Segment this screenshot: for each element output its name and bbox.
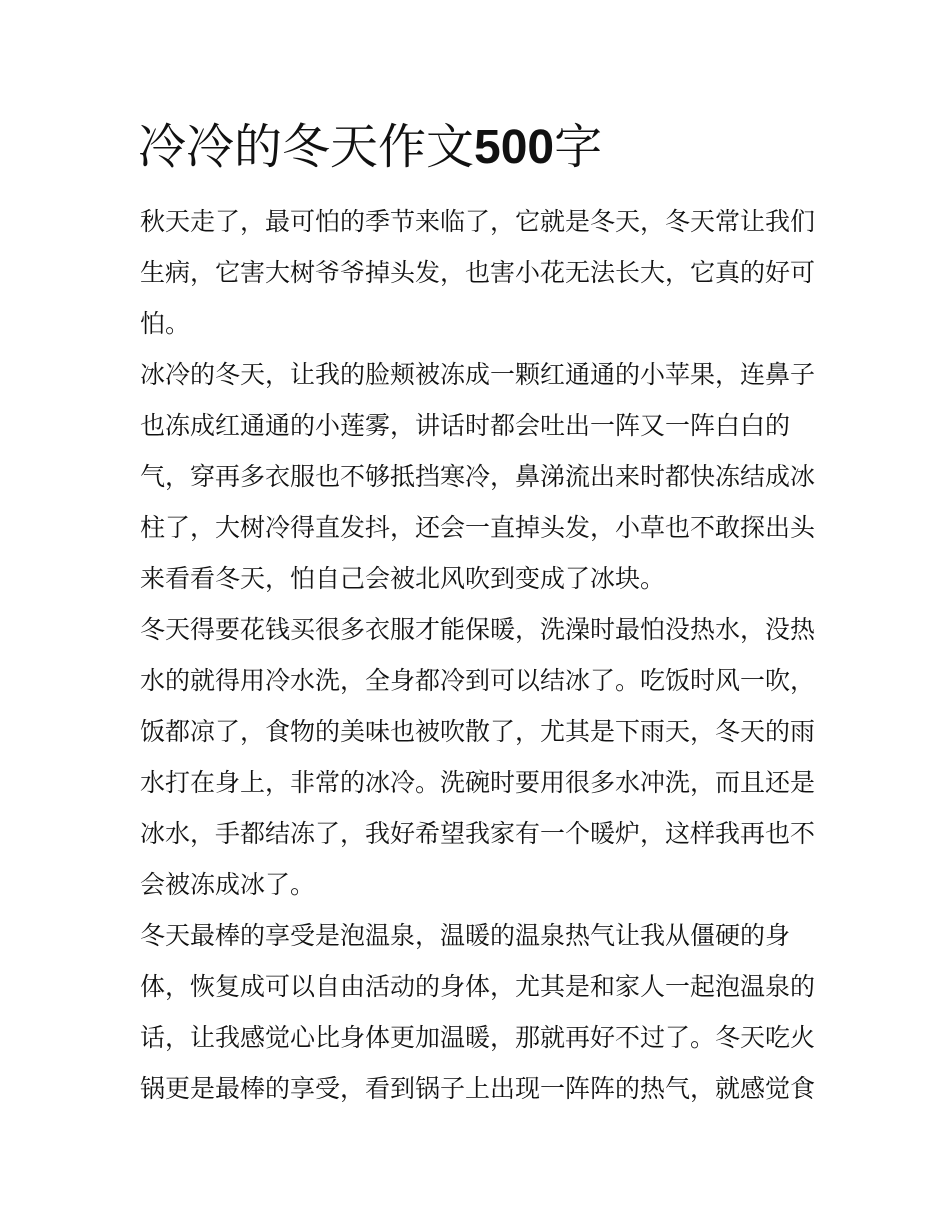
essay-line: 水的就得用冷水洗，全身都冷到可以结冰了。吃饭时风一吹， bbox=[140, 666, 816, 695]
essay-line: 话，让我感觉心比身体更加温暖，那就再好不过了。冬天吃火 bbox=[140, 1023, 816, 1052]
document-title bbox=[138, 112, 602, 183]
essay-line: 怕。 bbox=[140, 309, 191, 338]
essay-line: 柱了，大树冷得直发抖，还会一直掉头发，小草也不敢探出头 bbox=[140, 513, 816, 542]
essay-line: 冰水，手都结冻了，我好希望我家有一个暖炉，这样我再也不 bbox=[140, 819, 816, 848]
essay-line: 冰冷的冬天，让我的脸颊被冻成一颗红通通的小苹果，连鼻子 bbox=[140, 360, 816, 389]
essay-line: 锅更是最棒的享受，看到锅子上出现一阵阵的热气，就感觉食 bbox=[140, 1074, 816, 1103]
essay-line: 秋天走了，最可怕的季节来临了，它就是冬天，冬天常让我们 bbox=[140, 207, 816, 236]
essay-line: 会被冻成冰了。 bbox=[140, 870, 316, 899]
essay-line: 水打在身上，非常的冰冷。洗碗时要用很多水冲洗，而且还是 bbox=[140, 768, 816, 797]
essay-line: 冬天最棒的享受是泡温泉，温暖的温泉热气让我从僵硬的身 bbox=[140, 921, 791, 950]
title-number: 500 bbox=[474, 121, 555, 174]
essay-line: 体，恢复成可以自由活动的身体，尤其是和家人一起泡温泉的 bbox=[140, 972, 816, 1001]
essay-line: 来看看冬天，怕自己会被北风吹到变成了冰块。 bbox=[140, 564, 666, 593]
essay-line: 气，穿再多衣服也不够抵挡寒冷，鼻涕流出来时都快冻结成冰 bbox=[140, 462, 816, 491]
essay-line: 饭都凉了，食物的美味也被吹散了，尤其是下雨天，冬天的雨 bbox=[140, 717, 816, 746]
essay-line: 生病，它害大树爷爷掉头发，也害小花无法长大，它真的好可 bbox=[140, 258, 816, 287]
title-suffix: 字 bbox=[554, 119, 603, 175]
title-main-text: 冷冷的冬天作文 bbox=[138, 119, 475, 175]
essay-line: 也冻成红通通的小莲雾，讲话时都会吐出一阵又一阵白白的 bbox=[140, 411, 791, 440]
essay-body bbox=[140, 196, 816, 1114]
essay-line: 冬天得要花钱买很多衣服才能保暖，洗澡时最怕没热水，没热 bbox=[140, 615, 816, 644]
